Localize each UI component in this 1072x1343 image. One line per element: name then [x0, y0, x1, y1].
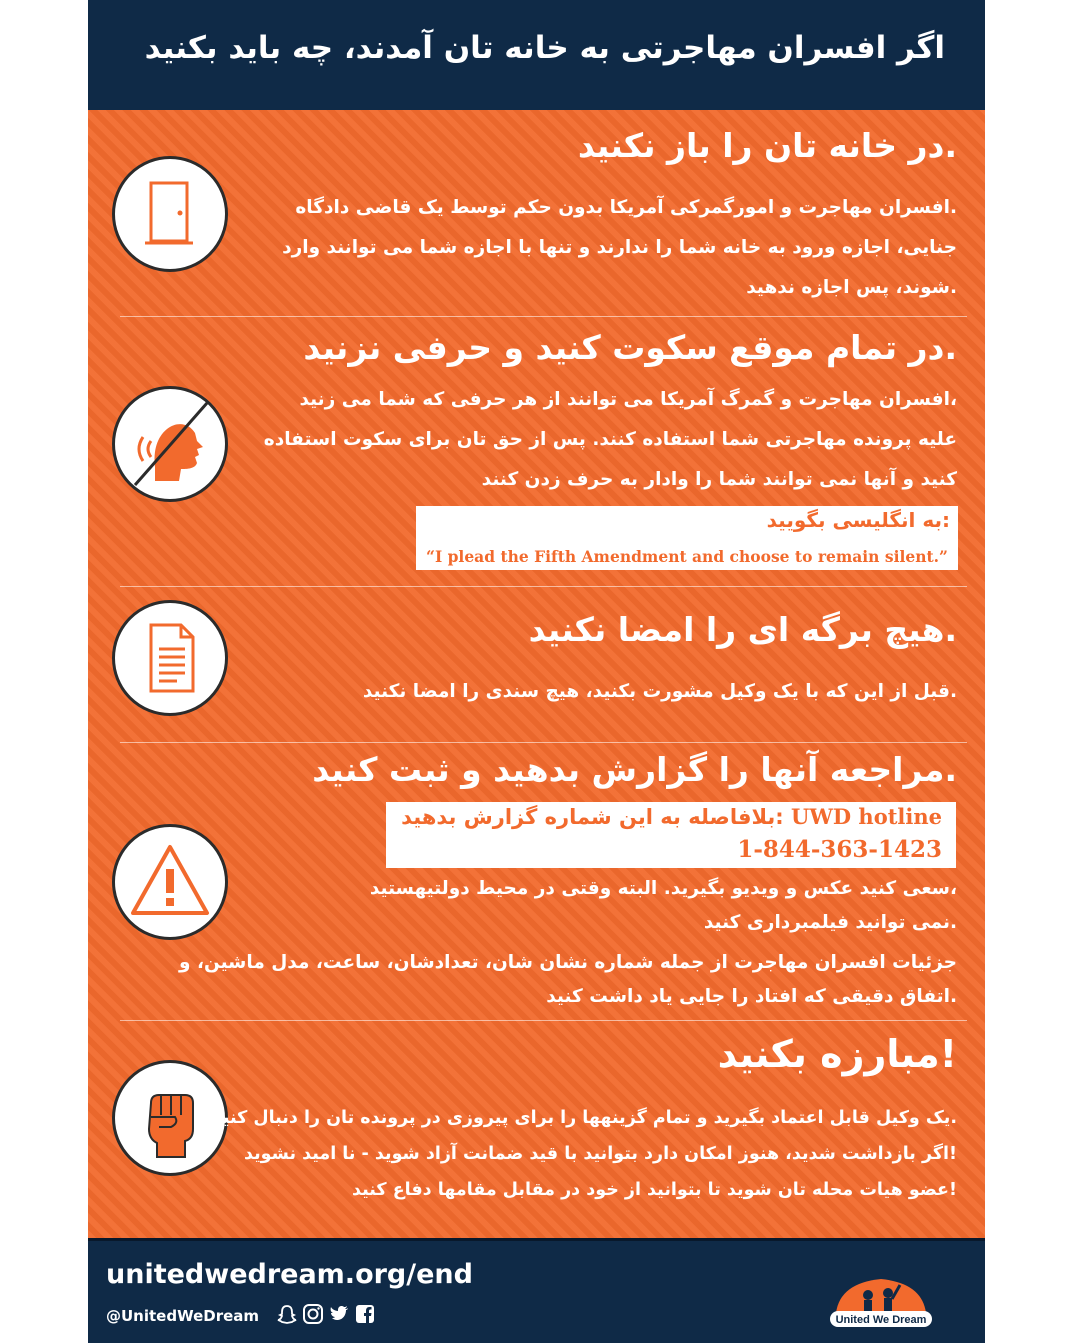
section-body-report [179, 872, 957, 1014]
section-title-report: .مراجعه آنها را گزارش بدهید و ثبت کنید [312, 750, 957, 789]
body-line: ،سعی کنید عکس و ویدیو بگیرید. البته وقتی در محیط دولتیهستید [369, 878, 957, 899]
body-line: .شوند، پس اجازه ندهید [746, 277, 957, 298]
svg-text:United We Dream: United We Dream [835, 1314, 927, 1326]
body-line: !اگر بازداشت شدید، هنوز امکان دارد بتوانید با قید ضمانت آزاد شوید - نا امید نشوید [244, 1144, 957, 1164]
section-title-dont-sign: .هیچ برگه ای را امضا نکنید [528, 610, 957, 649]
content-panel [88, 110, 985, 1238]
door-icon [112, 156, 228, 272]
facebook-icon[interactable] [354, 1303, 376, 1325]
section-title-remain-silent: .در تمام موقع سکوت کنید و حرفی نزنید [303, 328, 957, 367]
section-divider [120, 1020, 967, 1021]
hotline-number[interactable]: 1-844-363-1423 [737, 836, 942, 863]
body-line: .قبل از این که با یک وکیل مشورت بکنید، هیچ سندی را امضا نکنید [362, 681, 957, 702]
body-line: .اتفاق دقیقی که افتاد را جایی یاد داشت کنید [546, 986, 957, 1007]
english-phrase-callout [416, 506, 958, 570]
callout-label: :به انگلیسی بگویید [766, 508, 950, 532]
body-line: .نمی توانید فیلمبرداری کنید [703, 912, 957, 933]
section-body-fight-back [213, 1100, 957, 1208]
header-bar [88, 0, 985, 113]
no-speaking-icon [112, 386, 228, 502]
section-title-fight-back: !مبارزه بکنید [717, 1032, 957, 1076]
hotline-line [401, 804, 942, 829]
body-line: جنایی، اجازه ورود به خانه شما را ندارند و تنها با اجازه شما می توانند وارد [282, 237, 957, 258]
section-body-remain-silent [264, 380, 957, 500]
body-line: کنید و آنها نمی توانند شما را وادار به حرف زدن کنند [481, 469, 957, 490]
section-divider [120, 586, 967, 587]
page-title: اگر افسران مهاجرتی به خانه تان آمدند، چه باید بکنید [144, 30, 945, 66]
twitter-icon[interactable] [328, 1303, 350, 1325]
website-link[interactable]: unitedwedream.org/end [106, 1259, 473, 1290]
body-line: !عضو هیات محله تان شوید تا بتوانید از خود در مقابل مقامها دفاع کنید [352, 1180, 957, 1200]
raised-fist-icon [112, 1060, 228, 1176]
document-icon [112, 600, 228, 716]
section-body-dont-sign [363, 672, 957, 712]
fifth-amendment-quote: “I plead the Fifth Amendment and choose to remain silent.” [426, 547, 948, 566]
section-title-dont-open-door: .در خانه تان را باز نکنید [577, 126, 957, 165]
body-line: علیه پرونده مهاجرتی شما استفاده کنند. پس از حق تان برای سکوت استفاده [263, 429, 957, 450]
hotline-callout [386, 802, 956, 868]
body-line: ،افسران مهاجرت و گمرگ آمریکا می توانند از هر حرفی که شما می زنید [299, 389, 957, 410]
body-line: .یک وکیل قابل اعتماد بگیرید و تمام گزینهها را برای پیروزی در پرونده تان را دنبال کنید [212, 1108, 957, 1128]
instagram-icon[interactable] [302, 1303, 324, 1325]
hotline-instruction: :بلافاصله به این شماره گزارش بدهید [401, 805, 784, 829]
section-divider [120, 742, 967, 743]
social-handle[interactable]: @UnitedWeDream [106, 1307, 260, 1325]
body-line: .افسران مهاجرت و امورگمرکی آمریکا بدون حکم توسط یک قاضی دادگاه [295, 197, 957, 218]
section-body-dont-open-door [282, 188, 957, 308]
footer-bar [88, 1238, 985, 1343]
section-divider [120, 316, 967, 317]
snapchat-icon[interactable] [276, 1303, 298, 1325]
united-we-dream-logo [828, 1273, 934, 1329]
hotline-name: UWD hotline [791, 804, 942, 829]
body-line: جزئیات افسران مهاجرت از جمله شماره نشان شان، تعدادشان، ساعت، مدل ماشین، و [179, 952, 957, 973]
poster [88, 0, 985, 1340]
